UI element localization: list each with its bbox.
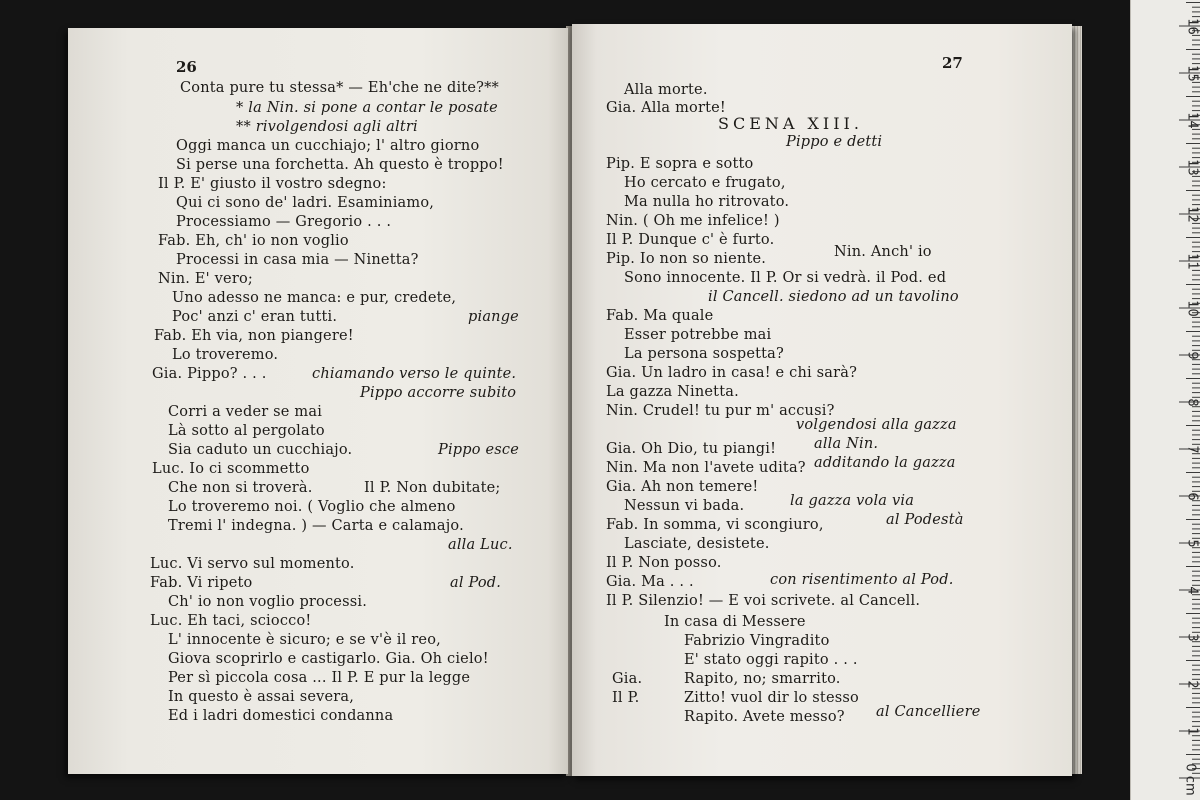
text-line: La gazza Ninetta. bbox=[606, 384, 739, 400]
page-number: 27 bbox=[942, 54, 963, 72]
text-line: Gia. Un ladro in casa! e chi sarà? bbox=[606, 365, 858, 381]
text-line: Gia. Ma . . . bbox=[606, 574, 694, 590]
text-line: Luc. Eh taci, sciocco! bbox=[150, 613, 312, 629]
text-line: L' innocente è sicuro; e se v'è il reo, bbox=[168, 632, 441, 648]
text-line: Pip. E sopra e sotto bbox=[606, 156, 754, 172]
text-line: Gia. Ah non temere! bbox=[606, 479, 759, 495]
ruler-number: 16 bbox=[1184, 18, 1200, 35]
text-line: Tremi l' indegna. ) — Carta e calamajo. bbox=[168, 518, 464, 534]
text-line: Conta pure tu stessa* — Eh'che ne dite?** bbox=[180, 80, 499, 96]
stage-direction: piange bbox=[468, 309, 519, 325]
ruler-number: 12 bbox=[1184, 206, 1200, 223]
text-line: E' stato oggi rapito . . . bbox=[684, 652, 858, 668]
text-line: Nin. Crudel! tu pur m' accusi? bbox=[606, 403, 835, 419]
ruler-number: 7 bbox=[1184, 445, 1200, 454]
measurement-ruler bbox=[1130, 0, 1200, 800]
text-line: Si perse una forchetta. Ah questo è troppo! bbox=[176, 157, 504, 173]
text-line: Lo troveremo. bbox=[172, 347, 279, 363]
text-line: Il P. bbox=[612, 690, 640, 706]
text-line: Fab. Ma quale bbox=[606, 308, 714, 324]
scene-heading: SCENA XIII. bbox=[718, 114, 863, 133]
ruler-number: 8 bbox=[1184, 398, 1200, 407]
page-number: 26 bbox=[176, 58, 197, 76]
text-line: Poc' anzi c' eran tutti. bbox=[172, 309, 338, 325]
text-line: Alla morte. bbox=[624, 82, 708, 98]
text-line: Fab. Eh via, non piangere! bbox=[154, 328, 354, 344]
text-line: Il P. Silenzio! — E voi scrivete. al Cancell. bbox=[606, 593, 921, 609]
stage-direction: al Podestà bbox=[886, 512, 964, 528]
text-line: Gia. bbox=[612, 671, 643, 687]
ruler-number: 11 bbox=[1184, 253, 1200, 270]
text-line: Ho cercato e frugato, bbox=[624, 175, 786, 191]
ruler-number: 13 bbox=[1184, 159, 1200, 176]
text-line: Gia. Pippo? . . . bbox=[152, 366, 267, 382]
text-line: Il P. Dunque c' è furto. bbox=[606, 232, 775, 248]
text-line: Luc. Vi servo sul momento. bbox=[150, 556, 355, 572]
text-line: Nin. E' vero; bbox=[158, 271, 253, 287]
text-line: Sia caduto un cucchiajo. bbox=[168, 442, 353, 458]
text-line: Giova scoprirlo e castigarlo. Gia. Oh cielo! bbox=[168, 651, 489, 667]
text-line: Nin. Ma non l'avete udita? bbox=[606, 460, 806, 476]
ruler-number: 9 bbox=[1184, 351, 1200, 360]
text-line: In questo è assai severa, bbox=[168, 689, 355, 705]
stage-direction: al Pod. bbox=[450, 575, 502, 591]
stage-direction: volgendosi alla gazza bbox=[796, 417, 957, 433]
text-line: Processi in casa mia — Ninetta? bbox=[176, 252, 419, 268]
stage-direction: alla Nin. bbox=[814, 436, 879, 452]
text-line: Ch' io non voglio processi. bbox=[168, 594, 368, 610]
text-line: Là sotto al pergolato bbox=[168, 423, 325, 439]
text-line: Fab. Vi ripeto bbox=[150, 575, 253, 591]
text-line: Ma nulla ho ritrovato. bbox=[624, 194, 790, 210]
text-line: Il P. E' giusto il vostro sdegno: bbox=[158, 176, 387, 192]
text-line: Fab. Eh, ch' io non voglio bbox=[158, 233, 349, 249]
right-page bbox=[572, 24, 1072, 776]
text-line: Luc. Io ci scommetto bbox=[152, 461, 310, 477]
stage-direction: ** rivolgendosi agli altri bbox=[236, 119, 418, 135]
text-line: Ed i ladri domestici condanna bbox=[168, 708, 394, 724]
stage-direction: il Cancell. siedono ad un tavolino bbox=[708, 289, 959, 305]
text-line: Corri a veder se mai bbox=[168, 404, 323, 420]
text-line: Pip. Io non so niente. bbox=[606, 251, 767, 267]
stage-direction: con risentimento al Pod. bbox=[770, 572, 954, 588]
text-line: Esser potrebbe mai bbox=[624, 327, 772, 343]
left-page bbox=[68, 28, 568, 774]
text-line: Rapito. Avete messo? bbox=[684, 709, 845, 725]
text-line: Sono innocente. Il P. Or si vedrà. il Pod. ed bbox=[624, 270, 947, 286]
text-line: Che non si troverà. bbox=[168, 480, 313, 496]
ruler-number: 6 bbox=[1184, 492, 1200, 501]
stage-direction: Pippo esce bbox=[438, 442, 520, 458]
text-line: In casa di Messere bbox=[664, 614, 806, 630]
stage-direction: Pippo accorre subito bbox=[360, 385, 517, 401]
ruler-number: 15 bbox=[1184, 65, 1200, 82]
text-line: Nin. Anch' io bbox=[834, 244, 932, 260]
text-line: La persona sospetta? bbox=[624, 346, 784, 362]
ruler-number: 14 bbox=[1184, 112, 1200, 129]
text-line: Uno adesso ne manca: e pur, credete, bbox=[172, 290, 457, 306]
stage-direction: chiamando verso le quinte. bbox=[312, 366, 517, 382]
text-line: Lasciate, desistete. bbox=[624, 536, 770, 552]
text-line: Il P. Non dubitate; bbox=[364, 480, 501, 496]
text-line: Per sì piccola cosa ... Il P. E pur la legge bbox=[168, 670, 471, 686]
text-line: Oggi manca un cucchiajo; l' altro giorno bbox=[176, 138, 480, 154]
stage-direction: la gazza vola via bbox=[790, 493, 915, 509]
text-line: Lo troveremo noi. ( Voglio che almeno bbox=[168, 499, 456, 515]
page-edges bbox=[1072, 26, 1082, 774]
ruler-number: 2 bbox=[1184, 680, 1200, 689]
text-line: Fabrizio Vingradito bbox=[684, 633, 830, 649]
ruler-number: 10 bbox=[1184, 300, 1200, 317]
ruler-number: 1 bbox=[1184, 727, 1200, 736]
ruler-number: 4 bbox=[1184, 586, 1200, 595]
text-line: Nessun vi bada. bbox=[624, 498, 745, 514]
stage-direction: additando la gazza bbox=[814, 455, 956, 471]
text-line: Gia. Oh Dio, tu piangi! bbox=[606, 441, 777, 457]
stage-direction: Pippo e detti bbox=[786, 134, 883, 150]
ruler-number: 3 bbox=[1184, 633, 1200, 642]
ruler-number: 5 bbox=[1184, 539, 1200, 548]
stage-direction: * la Nin. si pone a contar le posate bbox=[236, 100, 498, 116]
text-line: Fab. In somma, vi scongiuro, bbox=[606, 517, 824, 533]
stage-direction: alla Luc. bbox=[448, 537, 513, 553]
text-line: Nin. ( Oh me infelice! ) bbox=[606, 213, 780, 229]
text-line: Gia. Alla morte! bbox=[606, 100, 726, 116]
stage-direction: al Cancelliere bbox=[876, 704, 981, 720]
text-line: Rapito, no; smarrito. bbox=[684, 671, 841, 687]
text-line: Zitto! vuol dir lo stesso bbox=[684, 690, 859, 706]
text-line: Il P. Non posso. bbox=[606, 555, 722, 571]
ruler-unit-label: 0 cm bbox=[1182, 763, 1198, 796]
text-line: Processiamo — Gregorio . . . bbox=[176, 214, 392, 230]
text-line: Qui ci sono de' ladri. Esaminiamo, bbox=[176, 195, 435, 211]
